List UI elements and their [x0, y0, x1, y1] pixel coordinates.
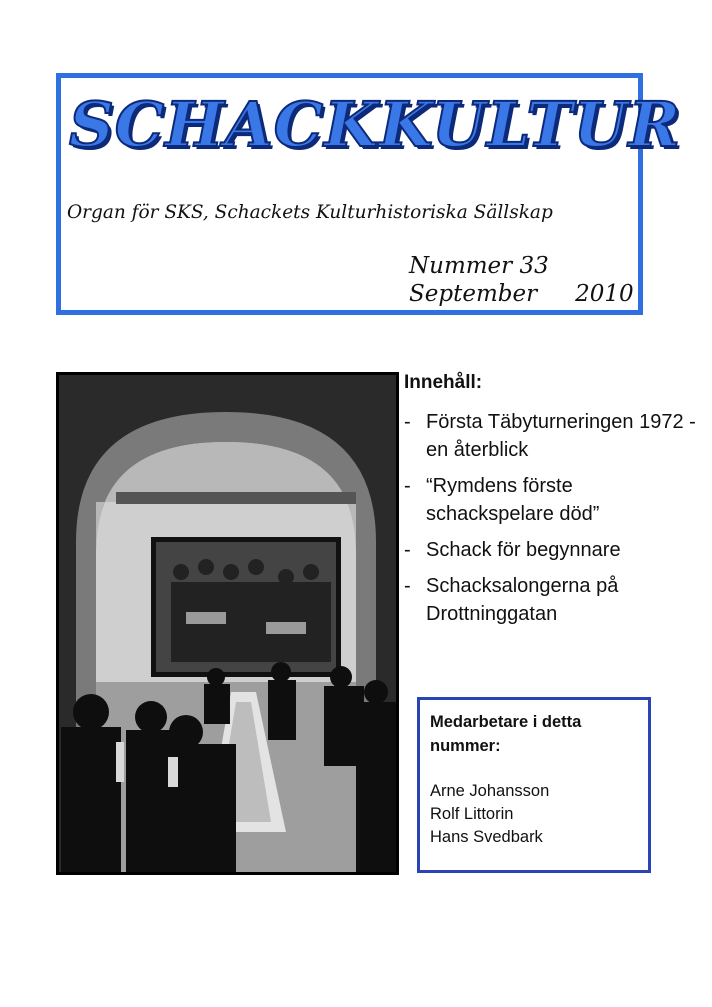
masthead-box	[56, 73, 682, 315]
issue-year: 2010	[575, 281, 634, 307]
contributor-name: Hans Svedbark	[430, 828, 543, 846]
contents-item: - Schack för begynnare	[402, 536, 702, 564]
issue-date	[409, 280, 634, 308]
contents-item: - “Rymdens förste schackspelare död”	[402, 472, 702, 528]
contents-list	[402, 408, 702, 628]
contributors-box	[417, 697, 651, 873]
contributor-name: Rolf Littorin	[430, 805, 514, 823]
chess-hall-illustration	[56, 372, 399, 875]
issue-info	[409, 252, 634, 308]
contributors-heading: Medarbetare i detta nummer:	[430, 713, 582, 755]
issue-number: Nummer 33	[409, 253, 549, 279]
contributor-name: Arne Johansson	[430, 782, 550, 800]
cover-photo-chess-hall	[56, 372, 399, 875]
issue-month: September	[409, 281, 538, 307]
contents-item: - Första Täbyturneringen 1972 - en återblick	[402, 408, 702, 464]
magazine-subtitle: Organ för SKS, Schackets Kulturhistoriska Sällskap	[67, 202, 553, 223]
contents-heading: Innehåll:	[404, 372, 483, 393]
magazine-title: SCHACKKULTUR	[69, 88, 682, 161]
table-of-contents	[402, 372, 702, 636]
contents-item: - Schacksalongerna på Drottninggatan	[402, 572, 702, 628]
